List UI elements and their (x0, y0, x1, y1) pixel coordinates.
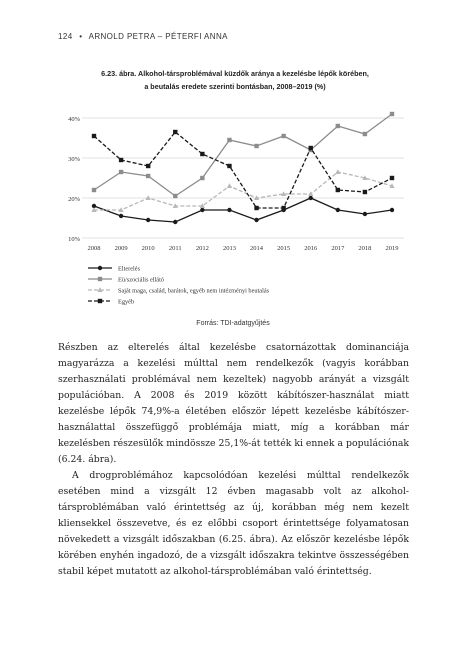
data-point-series-4 (227, 164, 231, 168)
line-chart (56, 100, 410, 315)
data-point-series-2 (281, 134, 285, 138)
data-point-series-4 (173, 130, 177, 134)
legend-label: Elterelés (118, 265, 141, 273)
data-point-series-1 (363, 212, 367, 216)
page-number: 124 (58, 32, 73, 41)
data-point-series-1 (390, 208, 394, 212)
data-point-series-1 (200, 208, 204, 212)
y-tick-label: 30% (68, 156, 80, 163)
data-point-series-4 (281, 206, 285, 210)
x-tick-label: 2013 (222, 245, 236, 252)
data-point-series-2 (254, 144, 258, 148)
figure-source: Forrás: TDI-adatgyűjtés (196, 320, 270, 327)
y-tick-label: 40% (68, 116, 80, 123)
legend-marker (98, 277, 102, 281)
x-tick-label: 2010 (141, 245, 155, 252)
data-point-series-2 (119, 170, 123, 174)
x-tick-label: 2015 (277, 245, 291, 252)
legend-label: Egyéb (118, 298, 135, 306)
data-point-series-2 (336, 124, 340, 128)
data-point-series-1 (336, 208, 340, 212)
body-text (58, 340, 409, 580)
x-tick-label: 2011 (168, 245, 182, 252)
legend-label: Eü/szociális ellátó (118, 276, 164, 284)
data-point-series-4 (390, 176, 394, 180)
data-point-series-2 (390, 112, 394, 116)
legend-marker (98, 299, 102, 303)
data-point-series-2 (92, 188, 96, 192)
x-tick-label: 2008 (87, 245, 101, 252)
x-tick-label: 2017 (331, 245, 345, 252)
data-point-series-2 (227, 138, 231, 142)
legend-marker (98, 266, 102, 270)
y-tick-label: 20% (68, 196, 80, 203)
data-point-series-2 (146, 174, 150, 178)
plot-area (82, 104, 404, 240)
data-point-series-4 (92, 134, 96, 138)
data-point-series-4 (146, 164, 150, 168)
x-tick-label: 2016 (304, 245, 318, 252)
figure-title-line-2: a beutalás eredete szerinti bontásban, 2008–2019 (%) (144, 82, 326, 91)
data-point-series-1 (146, 218, 150, 222)
data-point-series-4 (119, 158, 123, 162)
x-tick-label: 2009 (114, 245, 128, 252)
data-point-series-4 (363, 190, 367, 194)
data-point-series-2 (363, 132, 367, 136)
x-tick-label: 2012 (195, 245, 209, 252)
legend-label: Saját maga, család, barátok, egyéb nem intézményi beutalás (118, 287, 270, 295)
x-tick-label: 2014 (250, 245, 264, 252)
data-point-series-4 (200, 152, 204, 156)
data-point-series-1 (119, 214, 123, 218)
data-point-series-4 (309, 146, 313, 150)
figure-title (60, 67, 410, 93)
data-point-series-2 (200, 176, 204, 180)
data-point-series-1 (254, 218, 258, 222)
data-point-series-2 (173, 194, 177, 198)
data-point-series-1 (309, 196, 313, 200)
figure-title-line-1: 6.23. ábra. Alkohol-társproblémával küzdők aránya a kezelésbe lépők körében, (101, 69, 369, 78)
x-tick-label: 2018 (358, 245, 372, 252)
data-point-series-4 (254, 206, 258, 210)
author-names: ARNOLD PETRA – PÉTERFI ANNA (88, 32, 228, 41)
y-tick-label: 10% (68, 236, 80, 243)
running-head (58, 32, 228, 41)
paragraph-2: A drogproblémához kapcsolódóan kezelési múlttal rendelkezők esetében mind a vizsgált 12 évben magasabb volt az alkohol-társproblémában való érintettség az új, korábban még nem kezelt kliensekkel összevetve, és ez előbbi csoport érintettsége folyamatosan növekedett a vizsgált időszakban (6.25. ábra). Az először kezelésbe lépők körében enyhén ingadozó, de a vizsgált időszakra tekintve összességében stabil képet mutatott az alkohol-társproblémában való érintettség. (58, 470, 409, 577)
data-point-series-1 (173, 220, 177, 224)
data-point-series-1 (227, 208, 231, 212)
paragraph-1: Részben az elterelés által kezelésbe csatornázottak dominanciája magyarázza a kezelési múlttal nem rendelkezők (vagyis korábban szerhasználati problémával nem kezeltek) nagyobb arányát a vizsgált populációban. A 2008 és 2019 között kábítószer-használat miatt kezelésbe lépők 74,9%-a életében először lépett kezelésbe kábítószer-használattal összefüggő problémája miatt, míg a korábban már kezelésben részesülők mindössze 25,1%-át tették ki ennek a populációnak (6.24. ábra). (58, 342, 409, 465)
x-tick-label: 2019 (385, 245, 399, 252)
data-point-series-4 (336, 188, 340, 192)
header-separator: • (79, 32, 83, 41)
